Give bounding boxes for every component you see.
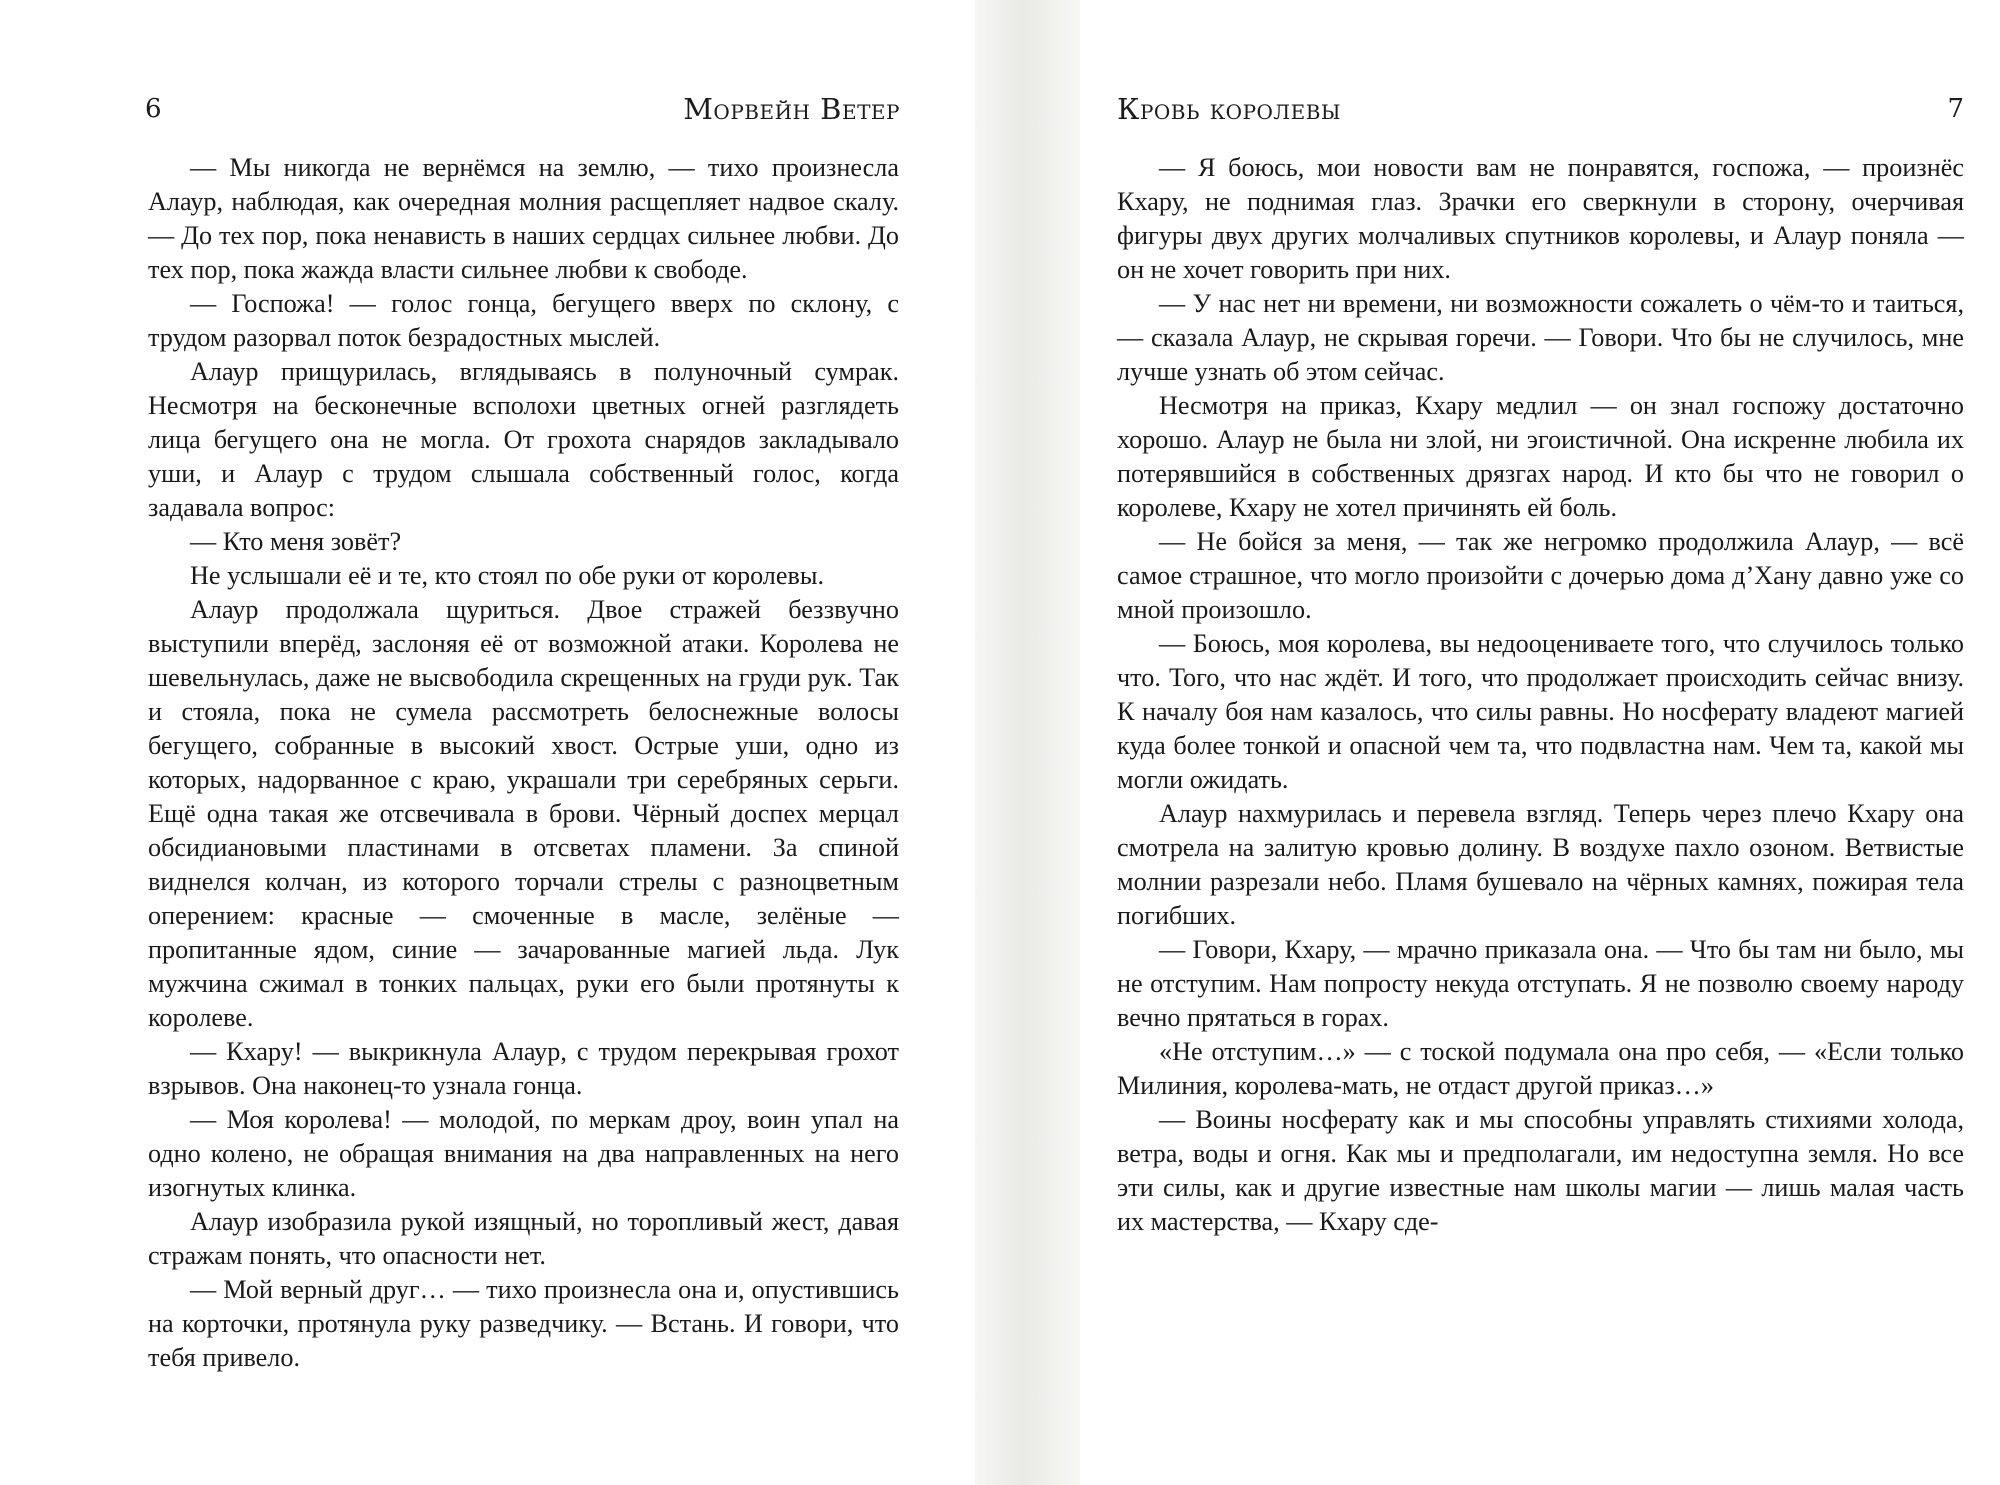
right-running-head: Кровь королевы [1117, 92, 1342, 126]
right-paragraph-3: Несмотря на приказ, Кхару медлил — он знал госпожу достаточно хорошо. Алаур не была ни злой, ни эгоистичной. Она искренне любила их потерявшийся в собственных дрязгах народ. И кто бы что не говорил о королеве, Кхару не хотел причинять ей боль. [1117, 391, 1964, 522]
right-paragraph-4: — Не бойся за меня, — так же негромко продолжила Алаур, — всё самое страшное, что могло произойти с дочерью дома д’Хану давно уже со мной произошло. [1117, 527, 1964, 624]
right-paragraph-7: — Говори, Кхару, — мрачно приказала она. — Что бы там ни было, мы не отступим. Нам попросту некуда отступать. Я не позволю своему народу вечно прятаться в горах. [1117, 935, 1964, 1032]
left-paragraph-9: Алаур изобразила рукой изящный, но торопливый жест, давая стражам понять, что опасности нет. [148, 1207, 899, 1270]
left-page-number: 6 [145, 94, 162, 124]
left-paragraph-3: Алаур прищурилась, вглядываясь в полуночный сумрак. Несмотря на бесконечные всполохи цветных огней разглядеть лица бегущего она не могла. От грохота снарядов закладывало уши, и Алаур с трудом слышала собственный голос, когда задавала вопрос: [148, 357, 899, 522]
left-paragraph-4: — Кто меня зовёт? [190, 527, 402, 556]
left-paragraph-6: Алаур продолжала щуриться. Двое стражей беззвучно выступили вперёд, заслоняя её от возможной атаки. Королева не шевельнулась, даже не высвободила скрещенных на груди рук. Так и стояла, пока не сумела рассмотреть белоснежные волосы бегущего, собранные в высокий хвост. Острые уши, одно из которых, надорванное с краю, украшали три серебряных серьги. Ещё одна такая же отсвечивала в брови. Чёрный доспех мерцал обсидиановыми пластинами в отсветах пламени. За спиной виднелся колчан, из которого торчали стрелы с разноцветным оперением: красные — смоченные в масле, зелёные — пропитанные ядом, синие — зачарованные магией льда. Лук мужчина сжимал в тонких пальцах, руки его были протянуты к королеве. [148, 595, 899, 1032]
right-paragraph-2: — У нас нет ни времени, ни возможности сожалеть о чём-то и таиться, — сказала Алаур, не скрывая горечи. — Говори. Что бы не случилось, мне лучше узнать об этом сейчас. [1117, 289, 1964, 386]
right-paragraph-5: — Боюсь, моя королева, вы недооцениваете того, что случилось только что. Того, что нас ждёт. И того, что продолжает происходить сейчас внизу. К началу боя нам казалось, что силы равны. Но носферату владеют магией куда более тонкой и опасной чем та, что подвластна нам. Чем та, какой мы могли ожидать. [1117, 629, 1964, 794]
right-paragraph-1: — Я боюсь, мои новости вам не понравятся, госпожа, — произнёс Кхару, не поднимая глаз. Зрачки его сверкнули в сторону, очерчивая фигуры двух других молчаливых спутников королевы, и Алаур поняла — он не хочет говорить при них. [1117, 153, 1964, 284]
left-paragraph-7: — Кхару! — выкрикнула Алаур, с трудом перекрывая грохот взрывов. Она наконец-то узнала гонца. [148, 1037, 899, 1100]
left-paragraph-2: — Госпожа! — голос гонца, бегущего вверх по склону, с трудом разорвал поток безрадостных мыслей. [148, 289, 899, 352]
right-paragraph-9: — Воины носферату как и мы способны управлять стихиями холода, ветра, воды и огня. Как мы и предполагали, им недоступна земля. Но все эти силы, как и другие известные нам школы магии — лишь малая часть их мастерства, — Кхару сде- [1117, 1105, 1964, 1236]
book-gutter [975, 0, 1080, 1485]
right-page-text [1117, 151, 1964, 1239]
right-paragraph-6: Алаур нахмурилась и перевела взгляд. Теперь через плечо Кхару она смотрела на залитую кровью долину. В воздухе пахло озоном. Ветвистые молнии разрезали небо. Пламя бушевало на чёрных камнях, пожирая тела погибших. [1117, 799, 1964, 930]
left-page-text [148, 151, 899, 1375]
right-page-number: 7 [1947, 94, 1964, 124]
left-paragraph-1: — Мы никогда не вернёмся на землю, — тихо произнесла Алаур, наблюдая, как очередная молния расщепляет надвое скалу. — До тех пор, пока ненависть в наших сердцах сильнее любви. До тех пор, пока жажда власти сильнее любви к свободе. [148, 153, 899, 284]
left-page [0, 0, 975, 1485]
left-paragraph-8: — Моя королева! — молодой, по меркам дроу, воин упал на одно колено, не обращая внимания на два направленных на него изогнутых клинка. [148, 1105, 899, 1202]
left-paragraph-10: — Мой верный друг… — тихо произнесла она и, опустившись на корточки, протянула руку разведчику. — Встань. И говори, что тебя привело. [148, 1275, 899, 1372]
right-page [1080, 0, 2000, 1485]
right-paragraph-8: «Не отступим…» — с тоской подумала она про себя, — «Если только Милиния, королева-мать, не отдаст другой приказ…» [1117, 1037, 1964, 1100]
left-paragraph-5: Не услышали её и те, кто стоял по обе руки от королевы. [190, 561, 825, 590]
left-running-head: Морвейн Ветер [683, 92, 900, 126]
